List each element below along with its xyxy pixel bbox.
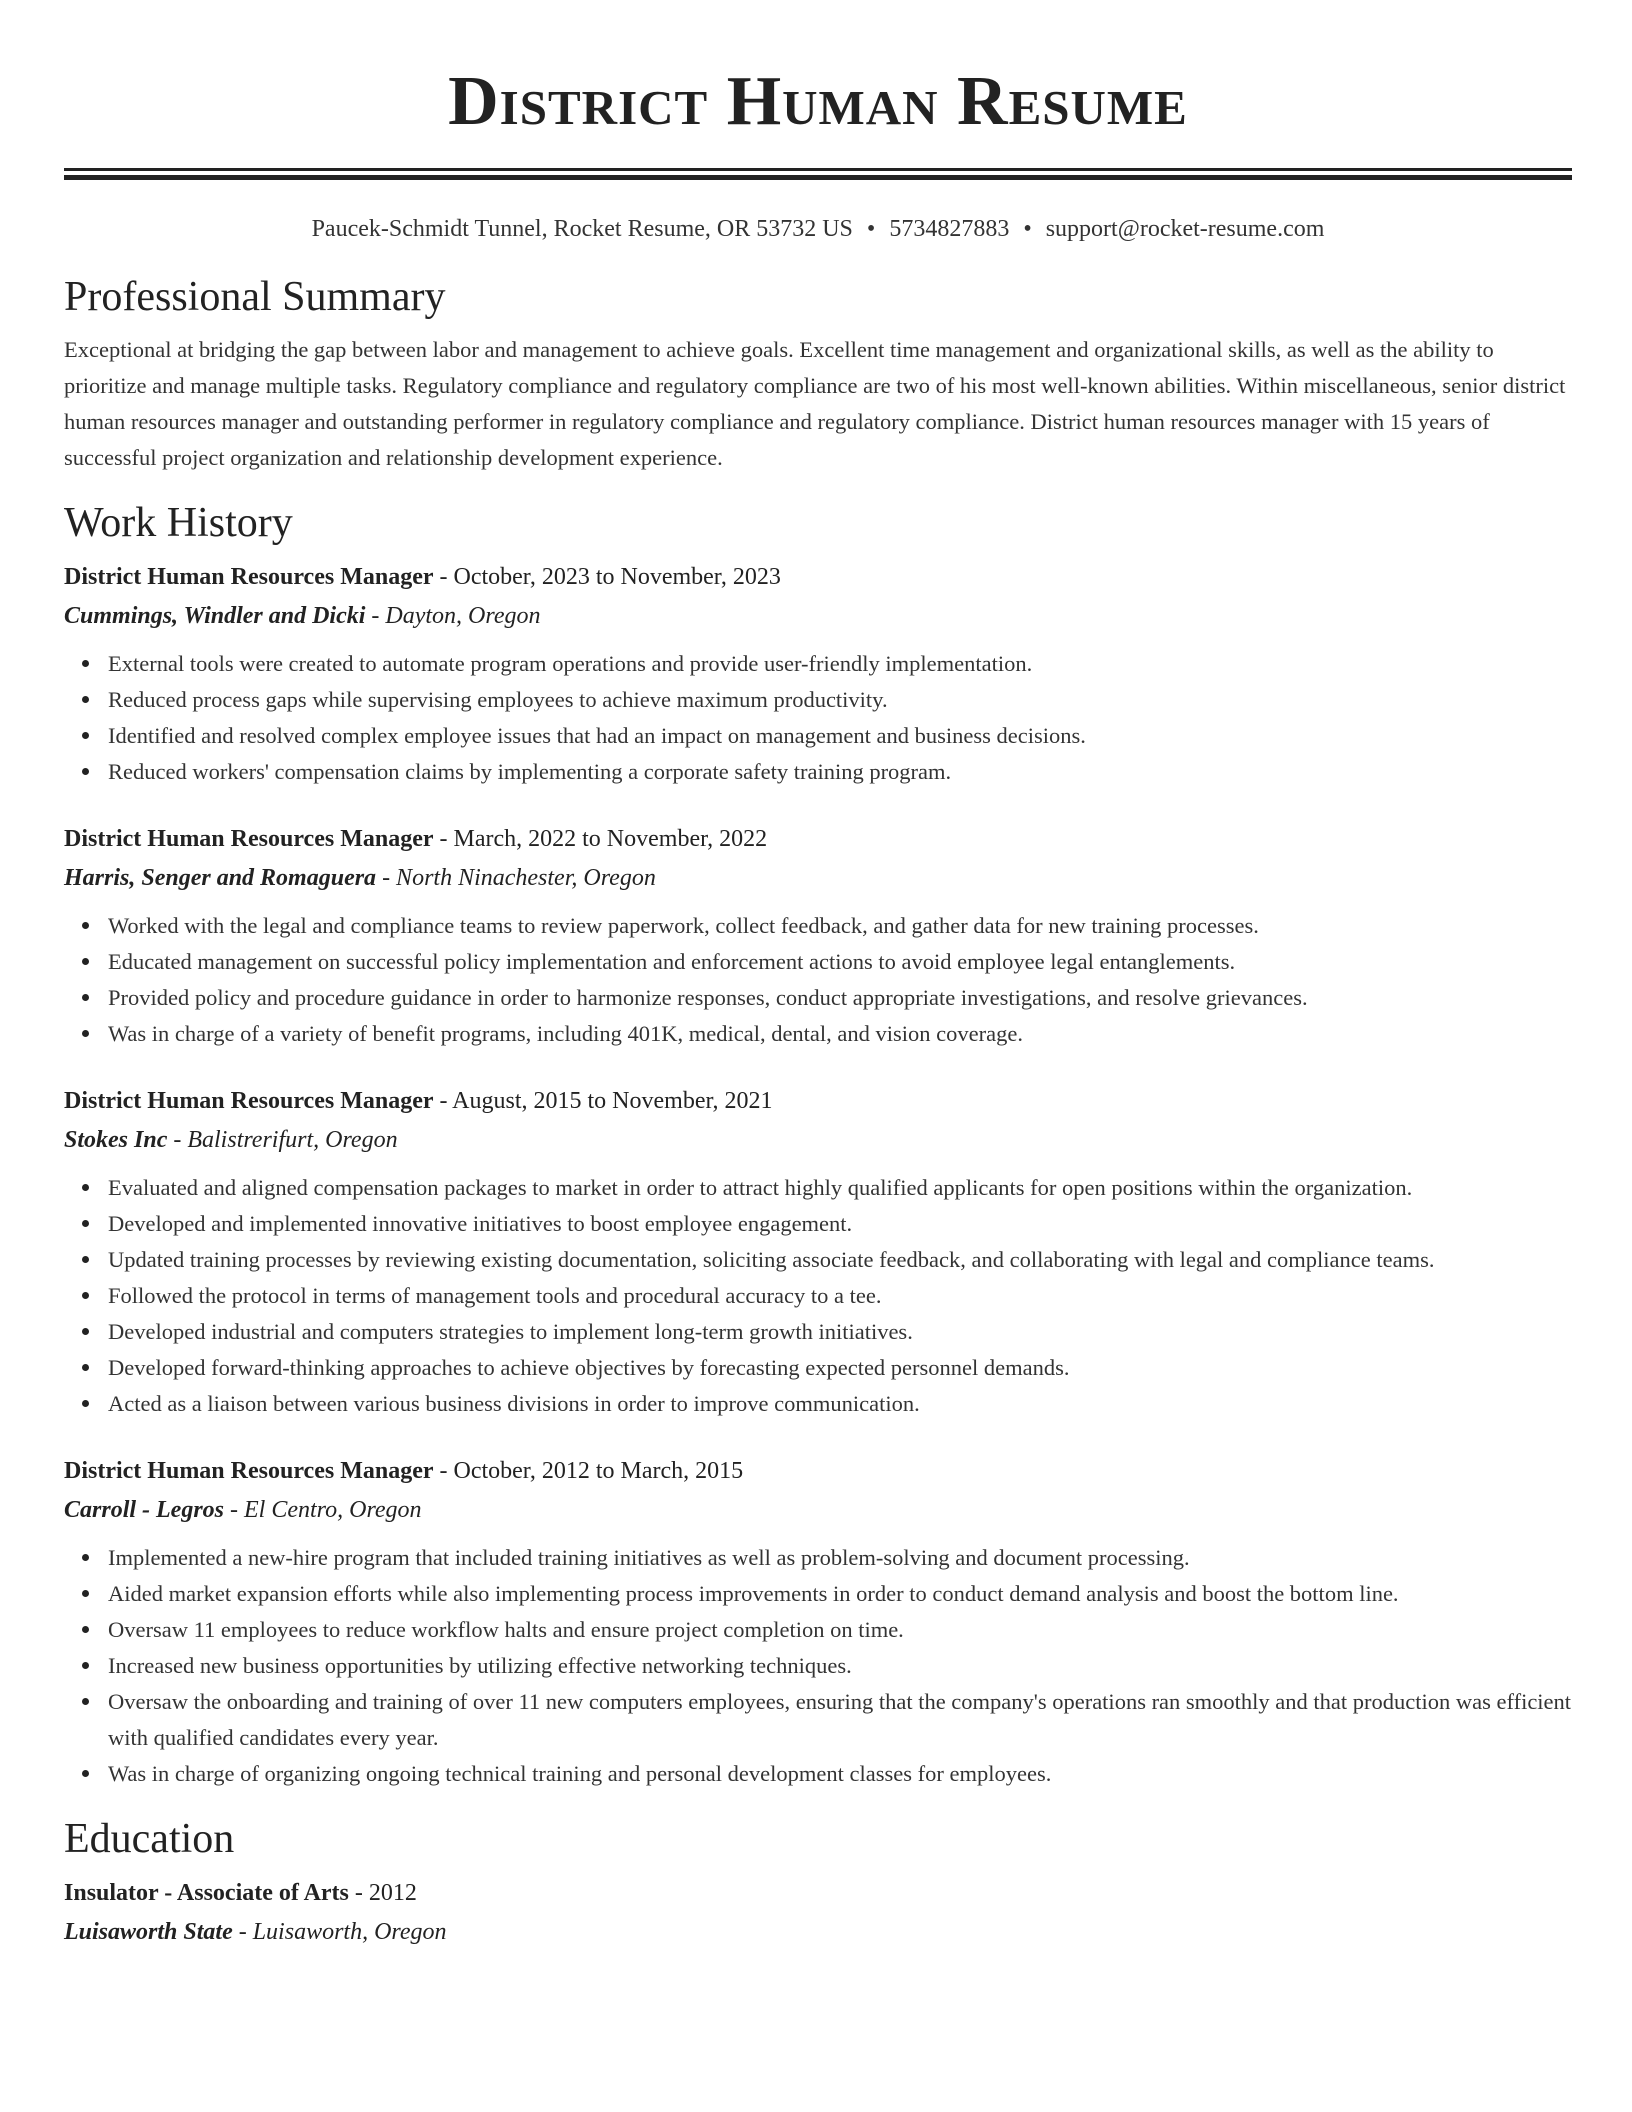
education-entry (64, 1874, 1572, 1952)
company-location: - Dayton, Oregon (365, 603, 541, 629)
company-name: Carroll - Legros (64, 1497, 225, 1523)
job-title-line (64, 1452, 1572, 1490)
job-bullet: Followed the protocol in terms of management tools and procedural accuracy to a tee. (108, 1278, 1572, 1314)
school-line (64, 1912, 1572, 1952)
summary-heading: Professional Summary (64, 274, 446, 320)
contact-email: support@rocket-resume.com (1045, 216, 1325, 242)
job-title: District Human Resources Manager (64, 1088, 434, 1114)
job-title: District Human Resources Manager (64, 1458, 434, 1484)
company-name: Cummings, Windler and Dicki (64, 603, 366, 629)
company-location: - North Ninachester, Oregon (376, 865, 656, 891)
job-bullet: Evaluated and aligned compensation packages to market in order to attract highly qualified applicants for open positions within the organization. (108, 1170, 1572, 1206)
job-bullets (64, 1170, 1572, 1422)
job-bullet: Reduced workers' compensation claims by implementing a corporate safety training program. (108, 754, 1572, 790)
work-history-section (64, 498, 1572, 1792)
summary-text: Exceptional at bridging the gap between labor and management to achieve goals. Excellent time management and organizational skills, as well as the ability to prioritize and manage multiple tasks. Regulatory compliance and regulatory compliance are two of his most well-known abilities. Within miscellaneous, senior district human resources manager and outstanding performer in regulatory compliance and regulatory compliance. District human resources manager with 15 years of successful project organization and relationship development experience. (64, 337, 1566, 470)
job-bullet: Developed and implemented innovative initiatives to boost employee engagement. (108, 1206, 1572, 1242)
title-rule-top (64, 168, 1572, 171)
job-bullet: Reduced process gaps while supervising employees to achieve maximum productivity. (108, 682, 1572, 718)
company-line (64, 858, 1572, 898)
job-bullet: Aided market expansion efforts while also implementing process improvements in order to conduct demand analysis and boost the bottom line. (108, 1576, 1572, 1612)
job-bullets (64, 908, 1572, 1052)
resume-page (64, 0, 1572, 1952)
job-bullets (64, 1540, 1572, 1792)
resume-title: District Human Resume (448, 63, 1188, 140)
company-location: - El Centro, Oregon (224, 1497, 422, 1523)
job-entry (64, 1082, 1572, 1422)
job-bullet: Implemented a new-hire program that included training initiatives as well as problem-solving and document processing. (108, 1540, 1572, 1576)
job-bullet: Identified and resolved complex employee issues that had an impact on management and business decisions. (108, 718, 1572, 754)
job-bullet: Updated training processes by reviewing existing documentation, soliciting associate feedback, and collaborating with legal and compliance teams. (108, 1242, 1572, 1278)
job-dates: - March, 2022 to November, 2022 (433, 826, 768, 852)
job-bullet: Provided policy and procedure guidance in order to harmonize responses, conduct appropriate investigations, and resolve grievances. (108, 980, 1572, 1016)
job-bullets (64, 646, 1572, 790)
school-name: Luisaworth State (64, 1919, 233, 1945)
title-rule-bottom (64, 175, 1572, 180)
job-bullet: Developed forward-thinking approaches to achieve objectives by forecasting expected personnel demands. (108, 1350, 1572, 1386)
job-bullet: Worked with the legal and compliance teams to review paperwork, collect feedback, and gather data for new training processes. (108, 908, 1572, 944)
company-line (64, 1490, 1572, 1530)
work-history-heading: Work History (64, 500, 293, 546)
job-title: District Human Resources Manager (64, 826, 434, 852)
job-bullet: External tools were created to automate program operations and provide user-friendly implementation. (108, 646, 1572, 682)
company-line (64, 596, 1572, 636)
company-location: - Balistrerifurt, Oregon (167, 1127, 398, 1153)
job-bullet: Increased new business opportunities by utilizing effective networking techniques. (108, 1648, 1572, 1684)
contact-separator: • (866, 216, 876, 242)
job-bullet: Educated management on successful policy implementation and enforcement actions to avoid employee legal entanglements. (108, 944, 1572, 980)
job-entry (64, 1452, 1572, 1792)
company-name: Stokes Inc (64, 1127, 168, 1153)
company-name: Harris, Senger and Romaguera (64, 865, 377, 891)
education-heading: Education (64, 1816, 235, 1862)
job-bullet: Oversaw 11 employees to reduce workflow halts and ensure project completion on time. (108, 1612, 1572, 1648)
job-entry (64, 558, 1572, 790)
job-bullet: Acted as a liaison between various business divisions in order to improve communication. (108, 1386, 1572, 1422)
job-dates: - October, 2012 to March, 2015 (433, 1458, 744, 1484)
job-title-line (64, 558, 1572, 596)
job-title: District Human Resources Manager (64, 564, 434, 590)
job-bullet: Was in charge of a variety of benefit programs, including 401K, medical, dental, and vision coverage. (108, 1016, 1572, 1052)
job-bullet: Developed industrial and computers strategies to implement long-term growth initiatives. (108, 1314, 1572, 1350)
degree-name: Insulator - Associate of Arts (64, 1880, 349, 1906)
company-line (64, 1120, 1572, 1160)
contact-phone: 5734827883 (889, 216, 1010, 242)
contact-address: Paucek-Schmidt Tunnel, Rocket Resume, OR 53732 US (311, 216, 853, 242)
job-bullet: Oversaw the onboarding and training of over 11 new computers employees, ensuring that the company's operations ran smoothly and that production was efficient with qualified candidates every year. (108, 1684, 1572, 1756)
degree-line (64, 1874, 1572, 1912)
contact-line (64, 214, 1572, 244)
education-section (64, 1814, 1572, 1952)
job-bullet: Was in charge of organizing ongoing technical training and personal development classes for employees. (108, 1756, 1572, 1792)
degree-year: - 2012 (348, 1880, 417, 1906)
contact-separator: • (1023, 216, 1032, 242)
job-dates: - August, 2015 to November, 2021 (433, 1088, 773, 1114)
job-entry (64, 820, 1572, 1052)
school-location: - Luisaworth, Oregon (232, 1919, 447, 1945)
job-dates: - October, 2023 to November, 2023 (433, 564, 781, 590)
summary-section (64, 272, 1572, 476)
job-title-line (64, 1082, 1572, 1120)
job-title-line (64, 820, 1572, 858)
